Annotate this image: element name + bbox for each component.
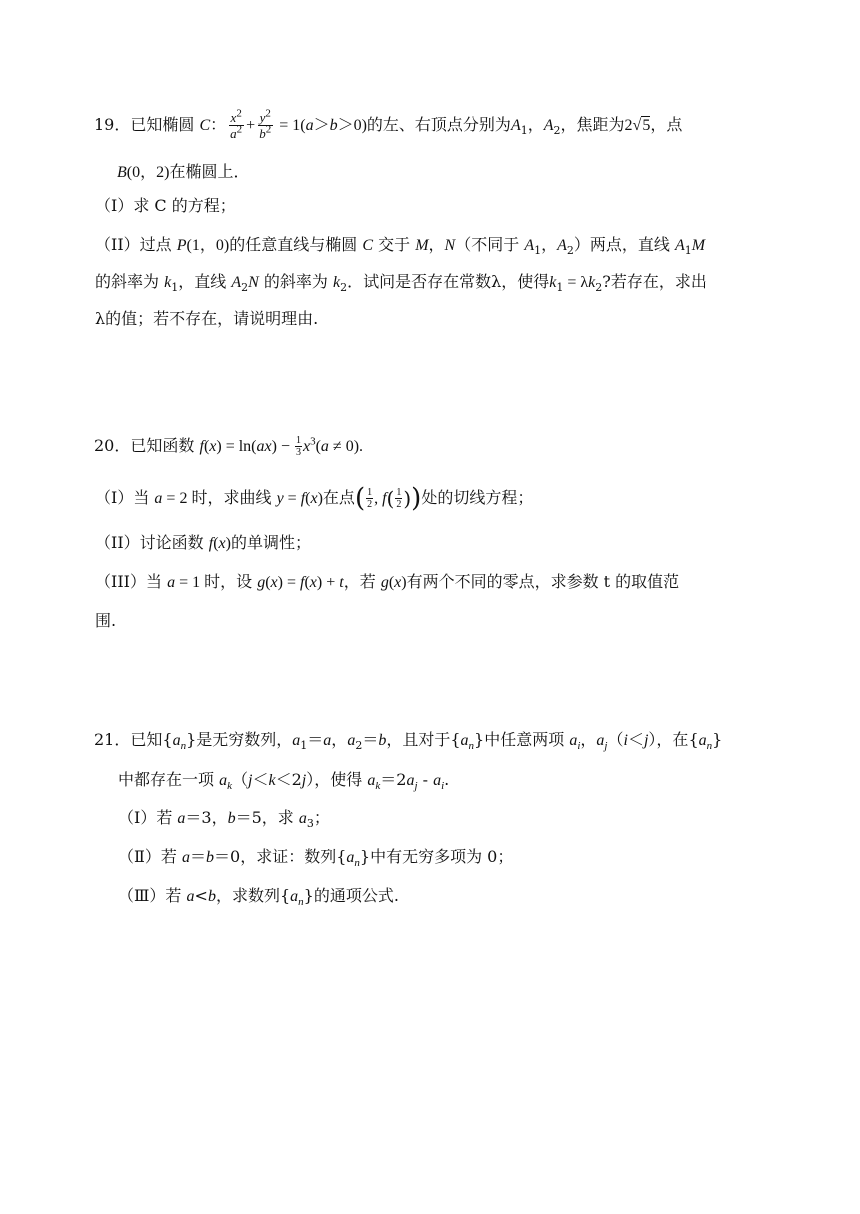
q19-part1: （I）求 C 的方程； (95, 196, 236, 215)
q20-part1: （I）当 a = 2 时，求曲线 y = f(x)在点( $\frac{1}{2}$ , f( $\frac{1}{2}$ ))处的切线方程； (95, 483, 534, 514)
q20-part3: （III）当 a = 1 时，设 g(x) = f(x) + t，若 g(x)有两个不同的零点，求参数 t 的取值范 (95, 572, 680, 591)
q21-line2: 中都存在一项 $a_k(j<k<2j)$，使得 $a_k=2a_j - a_i$. (118, 770, 450, 793)
q21-part1: （Ⅰ）若 a＝3，b＝5，求 $a_3$； (118, 808, 330, 831)
q21-part2: （Ⅱ）若 a＝b＝0，求证：数列$\{a_n\}$中有无穷多项为 0； (118, 847, 514, 870)
q21-line1: 21．已知$\{a_n\}$是无穷数列，$a_1=a$，$a_2=b$，且对于$\{a_n\}$中任意两项 $a_i$，$a_j(i<j)$，在$\{a_n\}$ (94, 730, 723, 753)
q19-part2-line3: λ的值；若不存在，请说明理由. (95, 309, 319, 328)
q20-number: 20． (94, 436, 131, 455)
q19-number: 19． (94, 115, 131, 134)
q19-line1: 19．已知椭圆 C： $\frac{x^2}{a^2}$ + $\frac{y^2}{b^2}$ = 1(a＞b＞0)的左、右顶点分别为$A_1$，$A_2$，焦距为2√5，点 (94, 107, 683, 141)
q20-part3-line2: 围. (95, 611, 117, 630)
q20-part2: （II）讨论函数 f(x)的单调性； (95, 533, 311, 552)
q19-line2: B(0，2)在椭圆上． (117, 162, 250, 181)
q20-line1: 20．已知函数 f(x) = ln(ax) − $\frac{1}{3}$ $x^3(a \ne 0)$. (94, 435, 364, 458)
q19-text: 已知椭圆 (130, 115, 195, 134)
q21-part3: （Ⅲ）若 a<b，求数列$\{a_n\}$的通项公式. (118, 886, 399, 909)
q19-part2-line1: （II）过点 P(1，0)的任意直线与椭圆 C 交于 M，N（不同于 $A_1$，$A_2$）两点，直线 $A_1M$ (95, 235, 706, 258)
ellipse-equation: $\frac{x^2}{a^2}$ + $\frac{y^2}{b^2}$ = 1(a＞b＞0) (230, 107, 367, 141)
q21-number: 21． (94, 730, 131, 749)
q19-part2-line2: 的斜率为 $k_1$，直线 $A_2N$ 的斜率为 $k_2$．试问是否存在常数λ，使得$k_1 = \lambda k_2$?若存在，求出 (95, 272, 707, 295)
